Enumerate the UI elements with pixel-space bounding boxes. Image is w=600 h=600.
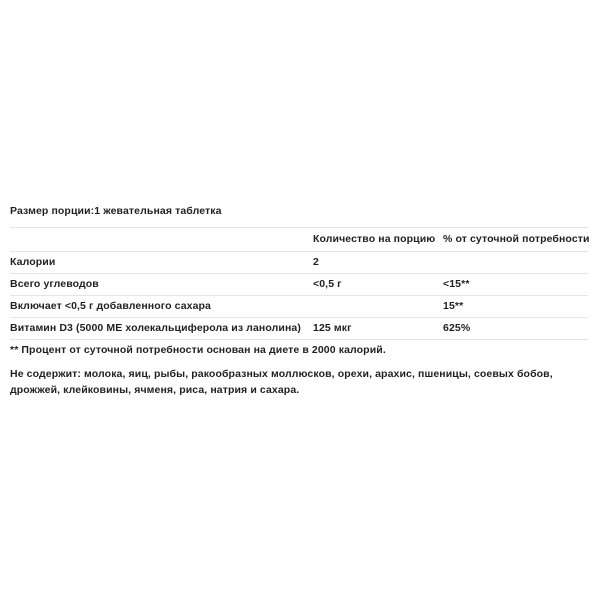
daily-value-footnote: ** Процент от суточной потребности основан на диете в 2000 калорий. bbox=[10, 344, 386, 356]
nutrient-name: Витамин D3 (5000 МЕ холекальциферола из ланолина) bbox=[10, 318, 313, 340]
allergen-statement: Не содержит: молока, яиц, рыбы, ракообразных моллюсков, орехи, арахис, пшеницы, соевых бобов, дрожжей, клейковины, ячменя, риса, натрия и сахара. bbox=[10, 368, 553, 396]
table-body bbox=[10, 252, 588, 340]
nutrient-amount: 2 bbox=[313, 252, 443, 274]
table-header bbox=[10, 228, 588, 252]
nutrient-daily-value: 15** bbox=[443, 296, 588, 318]
nutrient-daily-value bbox=[443, 252, 588, 274]
nutrient-amount: <0,5 г bbox=[313, 274, 443, 296]
table-row bbox=[10, 296, 588, 318]
table-row bbox=[10, 274, 588, 296]
table-row bbox=[10, 252, 588, 274]
nutrient-daily-value: 625% bbox=[443, 318, 588, 340]
nutrient-amount: 125 мкг bbox=[313, 318, 443, 340]
serving-size-line: Размер порции:1 жевательная таблетка bbox=[10, 205, 222, 217]
table-header-row bbox=[10, 228, 588, 252]
nutrition-facts-table bbox=[10, 227, 588, 340]
nutrient-name: Калории bbox=[10, 252, 313, 274]
column-header-nutrient bbox=[10, 228, 313, 252]
table-row bbox=[10, 318, 588, 340]
nutrient-amount bbox=[313, 296, 443, 318]
nutrient-name: Включает <0,5 г добавленного сахара bbox=[10, 296, 313, 318]
nutrient-name: Всего углеводов bbox=[10, 274, 313, 296]
nutrient-daily-value: <15** bbox=[443, 274, 588, 296]
column-header-percent-daily-value: % от суточной потребности bbox=[443, 228, 588, 252]
column-header-amount-per-serving: Количество на порцию bbox=[313, 228, 443, 252]
